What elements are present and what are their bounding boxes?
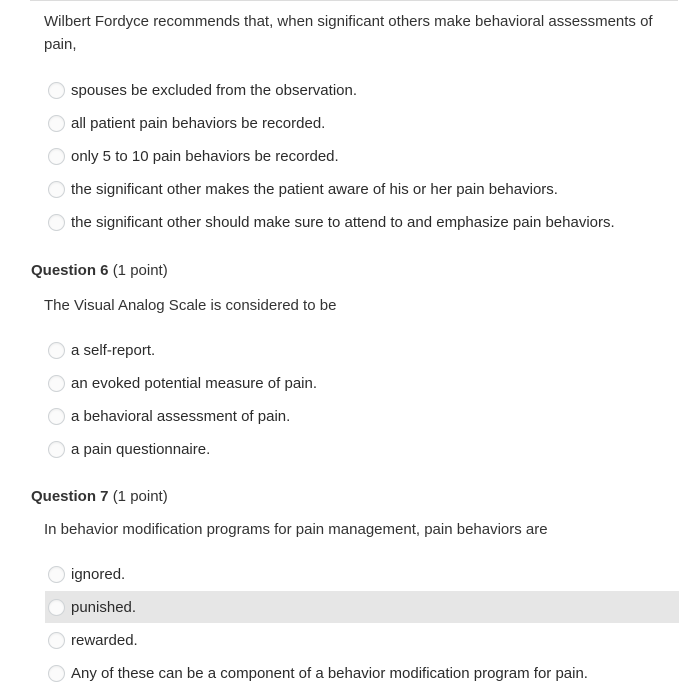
radio-button[interactable] <box>48 599 65 616</box>
option-label: Any of these can be a component of a behavior modification program for pain. <box>71 664 588 682</box>
radio-button[interactable] <box>48 566 65 583</box>
q7-option-2[interactable] <box>45 591 679 623</box>
question-7-header <box>31 488 168 505</box>
q5-option-2[interactable] <box>45 107 679 139</box>
radio-button[interactable] <box>48 181 65 198</box>
question-5-stem: Wilbert Fordyce recommends that, when significant others make behavioral assessments of pain, <box>44 13 653 53</box>
radio-button[interactable] <box>48 214 65 231</box>
radio-button[interactable] <box>48 82 65 99</box>
option-label: rewarded. <box>71 631 138 649</box>
q5-option-3[interactable] <box>45 140 679 172</box>
radio-button[interactable] <box>48 665 65 682</box>
question-points: (1 point) <box>112 262 168 279</box>
option-label: spouses be excluded from the observation. <box>71 81 358 99</box>
option-label: the significant other makes the patient aware of his or her pain behaviors. <box>71 180 558 198</box>
q7-option-1[interactable] <box>45 558 679 590</box>
question-7-stem: In behavior modification programs for pain management, pain behaviors are <box>44 521 548 538</box>
q6-option-3[interactable] <box>45 400 679 432</box>
option-label: the significant other should make sure to attend to and emphasize pain behaviors. <box>71 213 615 231</box>
question-6-stem: The Visual Analog Scale is considered to be <box>44 297 337 314</box>
q7-option-3[interactable] <box>45 624 679 656</box>
q6-option-4[interactable] <box>45 433 679 465</box>
radio-button[interactable] <box>48 408 65 425</box>
question-number: Question 6 <box>31 262 109 279</box>
option-label: ignored. <box>71 565 126 583</box>
radio-button[interactable] <box>48 148 65 165</box>
radio-button[interactable] <box>48 342 65 359</box>
option-label: punished. <box>71 598 137 616</box>
option-label: a self-report. <box>71 341 156 359</box>
radio-button[interactable] <box>48 441 65 458</box>
q5-option-1[interactable] <box>45 74 679 106</box>
question-6-header <box>31 262 168 279</box>
q5-option-4[interactable] <box>45 173 679 205</box>
radio-button[interactable] <box>48 115 65 132</box>
option-label: a behavioral assessment of pain. <box>71 407 291 425</box>
option-label: a pain questionnaire. <box>71 440 211 458</box>
q6-option-2[interactable] <box>45 367 679 399</box>
question-number: Question 7 <box>31 488 109 505</box>
radio-button[interactable] <box>48 632 65 649</box>
option-label: all patient pain behaviors be recorded. <box>71 114 326 132</box>
top-divider <box>30 0 678 1</box>
option-label: only 5 to 10 pain behaviors be recorded. <box>71 147 339 165</box>
q7-option-4[interactable] <box>45 657 679 689</box>
question-points: (1 point) <box>112 488 168 505</box>
option-label: an evoked potential measure of pain. <box>71 374 317 392</box>
radio-button[interactable] <box>48 375 65 392</box>
q5-option-5[interactable] <box>45 206 679 238</box>
q6-option-1[interactable] <box>45 334 679 366</box>
